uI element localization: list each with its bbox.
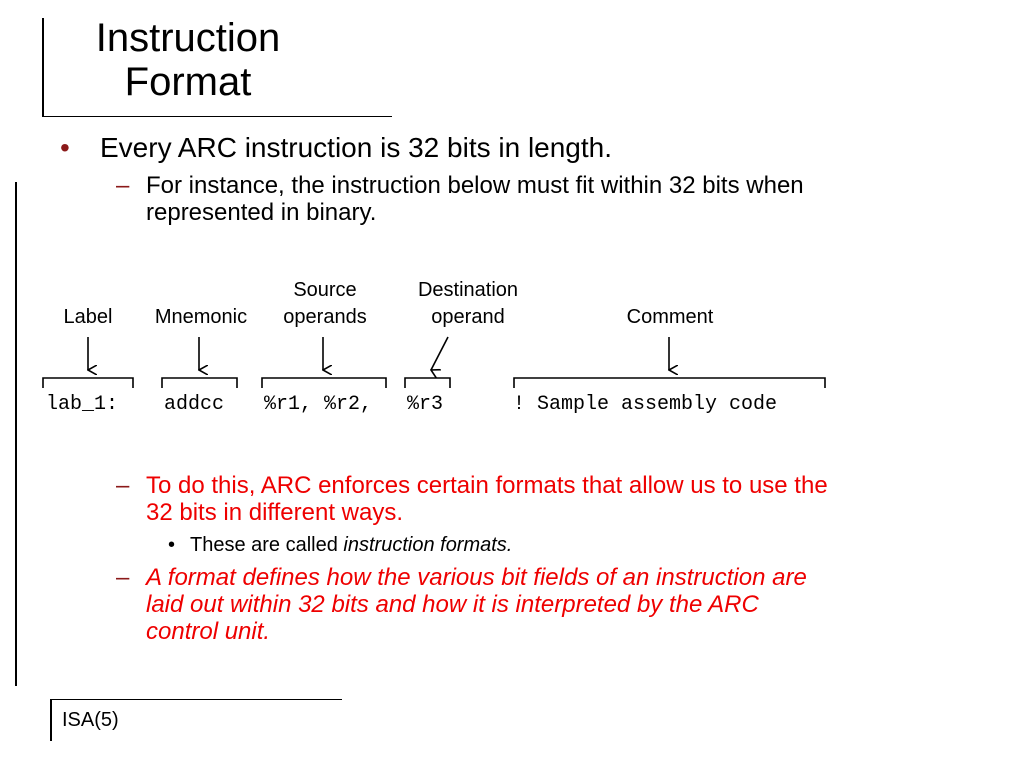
source-caption-line-2: operands [283, 306, 367, 328]
dest-caption-line-2: operand [431, 306, 505, 328]
title-line-1: Instruction [95, 16, 281, 60]
bullet-dot: • [60, 132, 70, 163]
sub-sub-bullet [190, 533, 512, 557]
dash-marker: – [116, 172, 130, 199]
dest-caption-line-1: Destination [417, 279, 519, 301]
sub-bullet-3-line-1: A format defines how the various bit fields of an instruction are [146, 564, 807, 591]
mnemonic-caption: Mnemonic [154, 306, 248, 328]
destination-arrow [431, 337, 448, 370]
code-mnemonic: addcc [164, 393, 225, 416]
small-bullet-dot: • [168, 534, 176, 556]
dash-marker: – [116, 564, 130, 591]
code-label: lab_1: [46, 393, 119, 416]
comment-bracket [514, 378, 825, 388]
sub-bullet-1-line-1: For instance, the instruction below must fit within 32 bits when [146, 172, 804, 199]
label-bracket [43, 378, 133, 388]
footer-label: ISA(5) [62, 709, 119, 731]
code-comment: ! Sample assembly code [513, 393, 778, 416]
sub-sub-bullet-italic: instruction formats. [343, 534, 513, 556]
bullet-1-text: Every ARC instruction is 32 bits in length. [100, 132, 613, 163]
destination-bracket [405, 378, 450, 388]
sub-bullet-1-line-2: represented in binary. [146, 199, 377, 226]
sub-bullet-2-line-2: 32 bits in different ways. [146, 499, 404, 526]
sub-bullet-3 [146, 564, 807, 645]
mnemonic-bracket [162, 378, 237, 388]
comment-caption: Comment [626, 306, 714, 328]
title-line-2: Format [124, 60, 252, 104]
dash-marker: – [116, 472, 130, 499]
code-destination-operand: %r3 [407, 393, 444, 416]
sub-bullet-2 [146, 472, 828, 526]
sub-bullet-3-line-3: control unit. [146, 618, 271, 645]
sub-bullet-2-line-1: To do this, ARC enforces certain formats that allow us to use the [146, 472, 828, 499]
label-caption: Label [63, 306, 113, 328]
source-caption-line-1: Source [293, 279, 357, 301]
sub-bullet-3-line-2: laid out within 32 bits and how it is interpreted by the ARC [146, 591, 759, 618]
code-source-operands: %r1, %r2, [264, 393, 373, 416]
sub-sub-bullet-text: These are called [190, 534, 344, 556]
source-bracket [262, 378, 386, 388]
